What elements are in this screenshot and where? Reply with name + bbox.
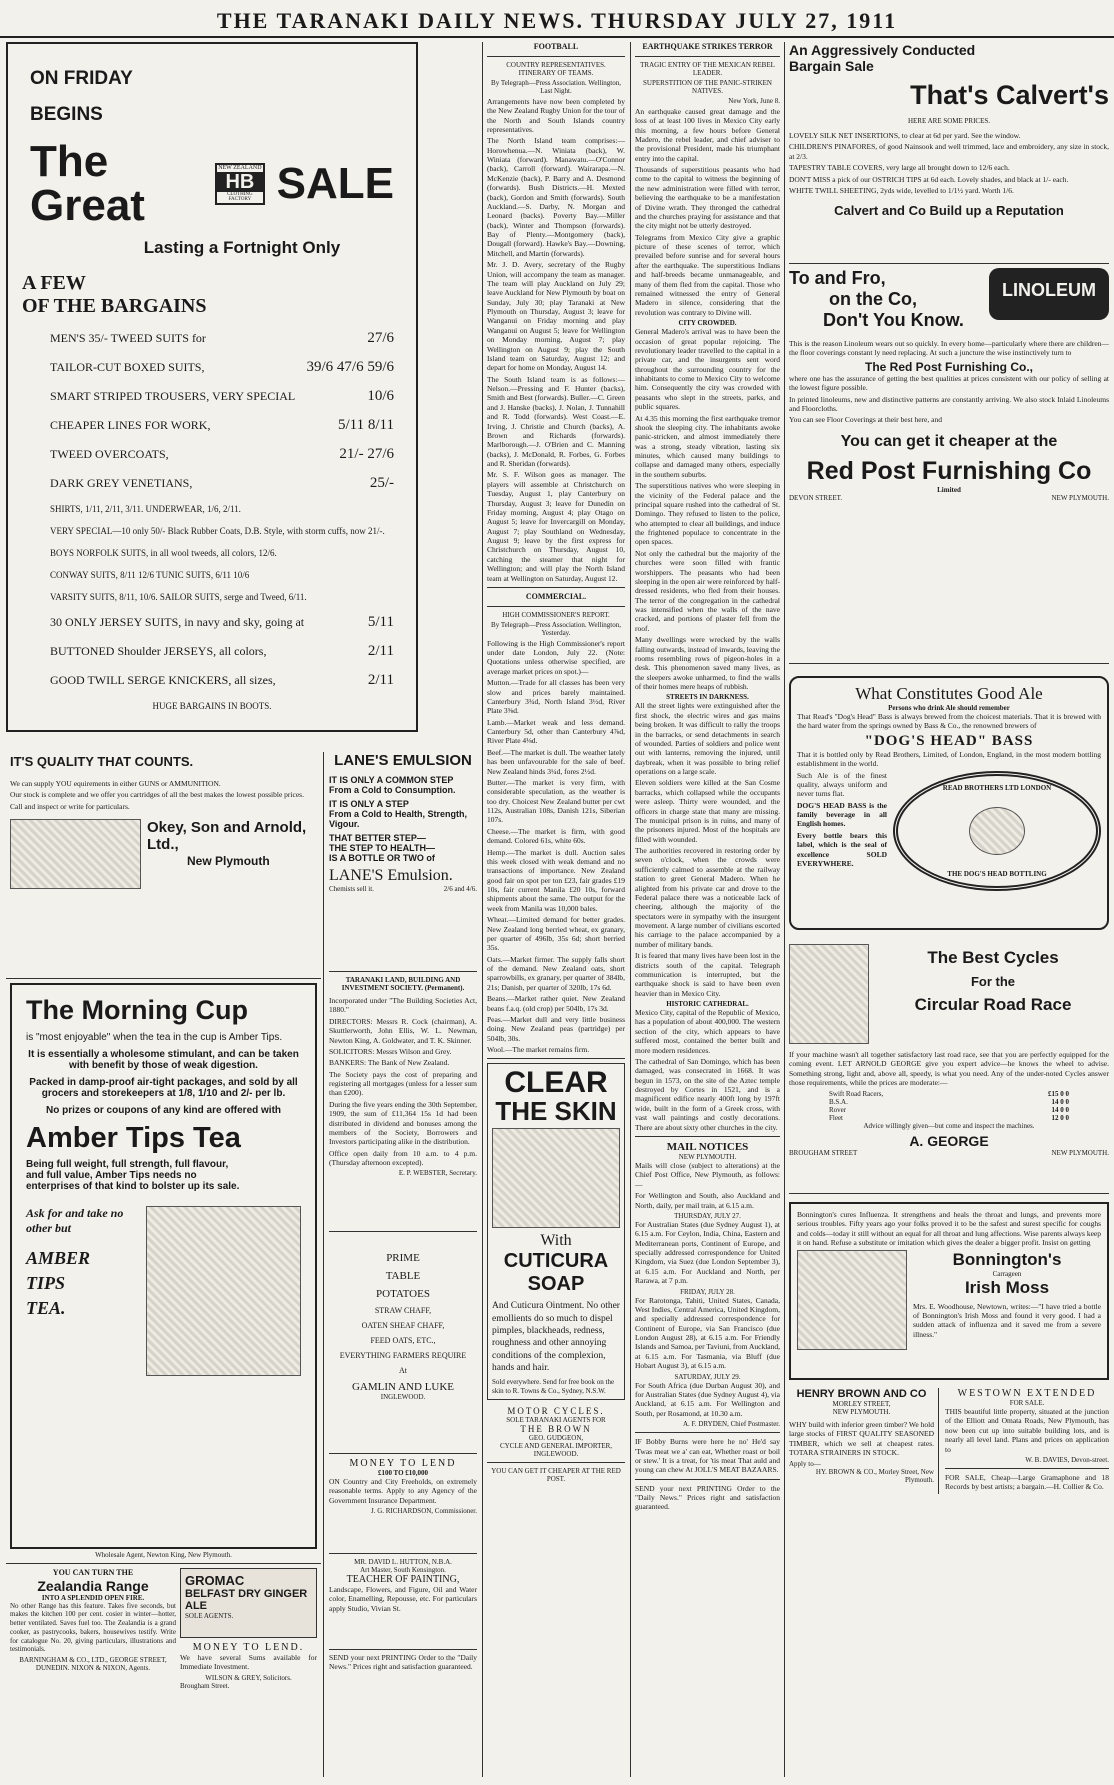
cycle-name: Rover (829, 1105, 847, 1114)
quake-paragraph: Not only the cathedral but the majority of the churches were soon filled with frantic worshippers. The peasants who had been sleeping in the open air were reinforced by half-dressed residents, who fled from their houses. The terror of the congregation in the cathedral was intensified when the walls of the nave cracked, and portions of plaster fell from the roof. (635, 548, 780, 633)
price-value: 21/- 27/6 (339, 446, 394, 462)
commercial-paragraph: Wheat.—Limited demand for better grades. New Zealand long berried wheat, ex granary, per quarter of 496lb, 35s 6d; short berried 35s. (487, 915, 625, 953)
gamlin-list (333, 1252, 473, 1375)
tea-big2: TIPS (26, 1273, 66, 1293)
mother-child-illustration (797, 1250, 907, 1350)
quake-paragraph: An earthquake caused great damage and the loss of at least 100 lives in Mexico City early this morning, a few hours before General Madero, the rebel leader, and chief adviser to the provisional President, made his triumphant entry into the capital. (635, 106, 780, 163)
football-paragraph: The South Island team is as follows:—Nelson.—Pressing and F. Hunter (backs), Smith and Best (forwards). Buller.—C. Green and J. Hanske (backs), J. Nolan, J. Tunnahill and R. Todd (forwards). West Coast.—E. Irving, J. Christie and Church (backs), A. Brown and Richards (forwards). Marlborough.—J. O'Brien and C. Manning (backs), J. McDonald, R. Forbes, G. Forbes and R. Sheridan (forwards). (487, 374, 625, 469)
cycle-price-list (789, 1090, 1109, 1122)
printing-notice-1: SEND your next PRINTING Order to the "Daily News." Prices right and satisfaction guaranteed. (329, 1653, 477, 1672)
tea-p2: It is essentially a wholesome stimulant, and can be taken with benefit by those of weak digestion. (28, 1049, 299, 1071)
linoleum-roll-illustration: LINOLEUM (989, 268, 1109, 320)
price-label: VARSITY SUITS, 8/11, 10/6. SAILOR SUITS, serge and Tweed, 6/11. (50, 592, 307, 602)
gamlin-item: At (399, 1366, 407, 1375)
commercial-paragraph: Mutton.—Trade for all classes has been very slow and prices barely maintained. Canterbury 3¾d, North Island 3½d, River Plate 3⅝d. (487, 678, 625, 716)
woman-illustration (146, 1206, 301, 1376)
price-label: MEN'S 35/- TWEED SUITS for (50, 331, 206, 345)
okey-firm: Okey, Son and Arnold, Ltd., (147, 819, 307, 854)
quake-body-4 (635, 1008, 780, 1132)
price-row (50, 330, 394, 347)
george-cycles-ad: The Best Cycles For the Circular Road Race If your machine wasn't all together satisfactory last road race, see that you are perfectly equipped for the coming event. LET ARNOLD GEORGE give you expert advice—he knows the wheel to advise. Something strong, light and, above all, speedy, is what you need. Any of the under-noted Cycles answer those requirements, while the prices are moderate:— Swift Road Racers, £15 0 0 B.S.A. 14 0 0 Rover 14 0 0 Fleet 12 0 0 Advice willingly given—but come and inspect the machines. A. GEORGE BROUGHAM STREET NEW PLYMOUTH. (789, 944, 1109, 1194)
tea-agent: Wholesale Agent, Newton King, New Plymouth. (95, 1551, 232, 1559)
henry-brown-ad: HENRY BROWN AND CO MORLEY STREET, NEW PLYMOUTH. WHY build with inferior green timber? We hold large stocks of FIRST QUALITY SEASONED TIMBER, which we sell at cheapest rates. TOTARA STRAINERS IN STOCK. Apply to— HY. BROWN & CO., Morley Street, New Plymouth. (789, 1388, 939, 1494)
price-value: 5/11 8/11 (338, 417, 394, 433)
calvert-items (789, 131, 1109, 195)
gamlin-luke-ad: PRIME TABLE POTATOES STRAW CHAFF, OATEN SHEAF CHAFF, FEED OATS, ETC., EVERYTHING FARMERS REQUIRE At GAMLIN AND LUKE INGLEWOOD. (329, 1232, 477, 1454)
quake-paragraph: Mexico City, capital of the Republic of Mexico, has a population of about 400,000. The western section of the city, which appears to have suffered most, contained the better built and more modern residences. (635, 1008, 780, 1055)
cycle-price-row (829, 1090, 1069, 1098)
commercial-paragraph: Beans.—Market rather quiet. New Zealand beans f.a.q. (old crop) per 504lb, 17s 3d. (487, 994, 625, 1013)
hb-logo: NEW ZEALAND HB CLOTHING FACTORY (215, 163, 265, 205)
dog-head-icon (969, 807, 1025, 855)
hb-line2: BEGINS (30, 104, 103, 125)
quake-paragraph: Many dwellings were wrecked by the walls falling outwards, instead of inwards, leaving the rooms resembling rows of pigeon-holes in a desk. This phenomenon saved many lives, as the sleepers awoke unharmed, to find the walls of their homes mere heaps of rubbish. (635, 635, 780, 691)
quake-body-1 (635, 107, 780, 317)
gamlin-item: STRAW CHAFF, (374, 1306, 432, 1315)
price-label: SMART STRIPED TROUSERS, VERY SPECIAL (50, 389, 296, 403)
range-h2: Zealandia Range (37, 1577, 149, 1594)
right-columns (789, 42, 1109, 1782)
tea-brand: Amber Tips Tea (26, 1122, 241, 1154)
price-row (50, 570, 394, 580)
hb-boots: HUGE BARGAINS IN BOOTS. (152, 701, 272, 711)
calvert-item: LOVELY SILK NET INSERTIONS, to clear at 6d per yard. See the window. (789, 131, 1021, 141)
calvert-item: WHITE TWILL SHEETING, 2yds wide, levelled to 1/1½ yard. Worth 1/6. (789, 185, 1014, 195)
price-row (50, 614, 394, 631)
tea-title: The Morning Cup (26, 995, 248, 1025)
quake-paragraph: General Madero's arrival was to have been the occasion of great popular rejoicing. The revolutionary leader travelled to the capital in a private car, and the insurgents sent word throughout the surrounding country for the inhabitants to come to Mexico City to welcome him. Consequently the city was crowded with peasants who slept in the streets, parks, and public squares. (635, 327, 780, 412)
commercial-paragraph: Wool.—The market remains firm. (487, 1045, 590, 1055)
joll-ad: IF Bobby Burns were here he no' He'd say 'Twas meat we a' can eat, Whether roast or boil or stew.' It is a treat, for 'tis meat That auld and young can chew At JOLL'S MEAT BAZAARS. (635, 1437, 780, 1475)
masthead: THE TARANAKI DAILY NEWS. THURSDAY JULY 27, 1911 (0, 0, 1114, 38)
price-label: TAILOR-CUT BOXED SUITS, (50, 360, 205, 374)
range-h3: INTO A SPLENDID OPEN FIRE. (41, 1593, 145, 1602)
price-row (50, 475, 394, 492)
cycle-price: 14 0 0 (1051, 1097, 1069, 1106)
gamlin-item: FEED OATS, ETC., (370, 1336, 436, 1345)
price-value: 25/- (369, 475, 394, 491)
mail-head: MAIL NOTICES (666, 1140, 749, 1153)
price-row (50, 446, 394, 463)
lanes-emulsion-ad: LANE'S EMULSION IT IS ONLY A COMMON STEP From a Cold to Consumption. IT IS ONLY A STEP From a Cold to Health, Strength, Vigour. THAT BETTER STEP— THE STEP TO HEALTH— IS A BOTTLE OR TWO of LANE'S Emulsion. Chemists sell it. 2/6 and 4/6. (329, 752, 477, 972)
column-two-lower (329, 752, 477, 1782)
commercial-paragraph: Following is the High Commissioner's report under date London, July 22. (Note: Quotations unless otherwise specified, are average market prices on spot.)— (487, 638, 625, 676)
printing-notice-2: SEND your next PRINTING Order to the "Daily News." Prices right and satisfaction guaranteed. (635, 1483, 780, 1512)
quake-body-3 (635, 701, 780, 998)
price-label: TWEED OVERCOATS, (50, 447, 169, 461)
tea-big1: AMBER (26, 1248, 91, 1268)
column-four: EARTHQUAKE STRIKES TERROR TRAGIC ENTRY OF THE MEXICAN REBEL LEADER. SUPERSTITION OF THE PANIC-STRIKEN NATIVES. New York, June 8. An earthquake caused great damage and the loss of at least 100 lives in Mexico City early this morning, a few hours before General Madero, the rebel leader, and chief adviser to the provisional President, made his triumphant entry into the capital. Thousands of superstitious peasants who had come to the capital to witness the beginning of the new administration were filled with terror, believing the earthquake to be a manifestation of Divine wrath. They thronged the cathedral and the churches praying for assistance and that the city might not be utterly destroyed. Telegrams from Mexico City give a graphic picture of these scenes of terror, which prevailed before sunrise and for several hours after the earthquake. The superstitious Indians and half-breeds became unmanageable, and many of them fled from the capital. Those who remained witnessed the entry of General Madero in silence, considering that the revolution was contrary to Divine will. CITY CROWDED. General Madero's arrival was to have been the occasion of great popular rejoicing. The revolutionary leader travelled to the capital in a private car, and the insurgents sent word throughout the surrounding country for the inhabitants to come to Mexico City to welcome him. Consequently the city was crowded with peasants who slept in the streets, parks, and public squares. At 4.35 this morning the first earthquake tremor shook the sleeping city. The inhabitants awoke panic-stricken, and almost immediately there was a strong, steady vibration, lasting six minutes, which caused many buildings to collapse and damaged many others, especially in the southern suburbs. The superstitious natives who were sleeping in the vicinity of the Federal palace and the principal square rushed into the cathedral of St. Domingo. They refused to listen to the police, who attempted to clear all buildings, and induce the frightened populace to concentrate in the open spaces. Not only the cathedral but the majority of the churches were soon filled with frantic worshippers. The peasants who had been sleeping in the open air were reinforced by half-dressed residents, who fled from their houses. The terror of the congregation in the cathedral was intensified when the walls of the nave cracked, and portions of plaster fell from the roof. Many dwellings were wrecked by the walls falling outwards, instead of inwards, leaving the rooms resembling rows of pigeon-holes in a desk. This phenomenon saved many lives, as the sleepers awoke unharmed, to find the walls of their homes mere heaps of rubbish. STREETS IN DARKNESS. All the street lights were extinguished after the first shock, the electric wires and gas mains being broken. It was difficult to rally the troops in the barracks, or send detachments in search of wounded. Parties of soldiers and police went out with lanterns, removing the injured, until daybreak, when it was possible to bring relief operations on a large scale. Eleven soldiers were killed at the San Cosme barracks, which collapsed while the occupants were asleep. Thirty were wounded, and the officers in charge state that many are missing. The municipal prison is in ruins, and many of the prisoners injured. Most of the hospitals are filled with wounded. The authorities recovered in restoring order by seven o'clock, when the crowds were sufficiently calmed to assemble at the railway station to greet General Madero. When he alighted from his private car and drove to the Federal palace there was a noticeable lack of cheering, although the majority of the spectators were in sympathy with the insurgent movement. A large number of civilians escorted his carriage to the palace accompanied by a number of military bands. It is feared that many lives have been lost in the districts south of the capital. Telegraph communication is interrupted, but the earthquake shock is said to have been even heavier than in Mexico City. HISTORIC CATHEDRAL. Mexico City, capital of the Republic of Mexico, has a population of about 400,000. The western section of the city, which appears to have suffered most, contained the better built and more modern residences. The cathedral of San Domingo, which has been damaged, was consecrated in 1668. It was begun in 1573, on the site of the Aztec temple destroyed by Cortes in 1521, and is a magnificent edifice nearly 400ft long by 197ft wide, built in the form of a Greek cross, with vast wall paintings and costly decorations. There are about sixty other churches in the city. MAIL NOTICES NEW PLYMOUTH. Mails will close (subject to alterations) at the Chief Post Office, New Plymouth, as follows:— For Wellington and South, also Auckland and North, daily, per mail train, at 6.15 a.m. THURSDAY, JULY 27. For Australian States (due Sydney August 1), at 6.15 a.m. For Ceylon, India, China, Eastern and Mediterranean ports, Continent of Europe, and specially addressed correspondence for United Kingdom, via Suez (due London September 3), at 6.15 a.m. For Auckland and North, per Rarawa, at 7 p.m. FRIDAY, JULY 28. For Rarotonga, Tahiti, United States, Canada, West Indies, Central America, United Kingdom, and specially addressed correspondence for Continent of Europe, via San Francisco (due London August 28), at 6.15 a.m. For Friendly Islands and Samoa, per Taviuni, from Auckland, at 6.15 a.m. For Tasmania, via Bluff (due Hobart August 3), at 6.15 a.m. SATURDAY, JULY 29. For South Africa (due Durban August 30), and for Australian States (due Sydney August 4), via Auckland, at 6.15 a.m. For Wellington and South, per Rosamond, at 10.30 a.m. A. F. DRYDEN, Chief Postmaster. IF Bobby Burns were here he no' He'd say 'Twas meat we a' can eat, Whether roast or boil or stew.' It is a treat, for 'tis meat That auld and young can chew At JOLL'S MEAT BAZAARS. SEND your next PRINTING Order to the "Daily News." Prices right and satisfaction guaranteed. (635, 42, 780, 1512)
price-value: 2/11 (367, 672, 394, 688)
commercial-body (487, 639, 625, 1055)
price-label: SHIRTS, 1/11, 2/11, 3/11. UNDERWEAR, 1/6, 2/11. (50, 504, 241, 514)
hb-line1: ON FRIDAY (30, 68, 133, 89)
amber-tips-ad (10, 983, 317, 1549)
okey-head: IT'S QUALITY THAT COUNTS. (10, 754, 194, 769)
dogs-head-bass-ad: What Constitutes Good Ale Persons who drink Ale should remember That Read's "Dog's Head" Bass is always brewed from the choicest materials. That it is brewed with the hard water from the springs owned by Bass & Co., the renowned brewers of "DOG'S HEAD" BASS That it is bottled only by Read Brothers, Limited, of London, England, in the most modern bottling establishment in the world. Such Ale is of the finest quality, always uniform and never turns flat. DOG'S HEAD BASS is the family beverage in all English homes. Every bottle bears this label, which is the seal of excellence SOLD EVERYWHERE. READ BROTHERS LTD LONDON THE DOG'S HEAD BOTTLING (789, 676, 1109, 930)
quake-paragraph: Telegrams from Mexico City give a graphic picture of these scenes of terror, which prevailed before sunrise and for several hours after the earthquake. The superstitious Indians and half-breeds became unmanageable, and many of them fled from the capital. Those who remained witnessed the entry of General Madero in silence, considering that the revolution was contrary to Divine will. (635, 232, 780, 317)
commercial-paragraph: Hemp.—The market is dull. Auction sales this week closed with weak demand and no transactions of importance. New Zealand good fair on spot per ton £23, fair grades £19 10s, fair current Manila £20 10s, forward shipments about the same. The output for the week from Manila was 10,000 bales. (487, 847, 625, 913)
range-body: No other Range has this feature. Takes five seconds, but makes the kitchen 100 per cent. cosier in winter—hotter, better ventilated. Saves fuel too. The Zealandia is a grand cooker, as pastrycooks, bakers, housewives testify. Write for catalogue No. 20, giving particulars, illustrations and testimonials. (10, 1601, 176, 1654)
price-value: 2/11 (367, 643, 394, 659)
commercial-head: COMMERCIAL. (525, 591, 587, 601)
tea-big3: TEA. (26, 1298, 66, 1318)
cycle-price-row (829, 1098, 1069, 1106)
left-column (6, 752, 321, 1782)
cyclist-illustration (789, 944, 869, 1044)
commercial-paragraph: Lamb.—Market weak and less demand. Canterbury 5d, other than Canterbury 4⅞d, River Plate 4⅛d. (487, 717, 625, 746)
quake-paragraph: Thousands of superstitious peasants who had come to the capital to witness the beginning of the new administration were filled with terror, believing the earthquake to be a manifestation of Divine wrath. They thronged the cathedral and the churches praying for assistance and that the city might not be utterly destroyed. (635, 165, 780, 231)
cycle-price-row (829, 1114, 1069, 1122)
price-value: 39/6 47/6 59/6 (306, 359, 394, 375)
tea-p1: is "most enjoyable" when the tea in the cup is Amber Tips. (26, 1032, 283, 1043)
cycle-price-row (829, 1106, 1069, 1114)
calvert-item: TAPESTRY TABLE COVERS, very large all brought down to 12/6 each. (789, 163, 1010, 173)
range-ad (10, 1568, 176, 1690)
dogs-head-seal: READ BROTHERS LTD LONDON THE DOG'S HEAD BOTTLING (893, 771, 1101, 891)
range-foot: BARNINGHAM & CO., LTD., GEORGE STREET, DUNEDIN. NIXON & NIXON, Agents. (19, 1656, 167, 1673)
gamlin-item: TABLE (385, 1270, 421, 1282)
tea-p5: Being full weight, full strength, full flavour, and full value, Amber Tips needs no enterprises of that kind to bolster up its sale. (26, 1159, 240, 1192)
price-label: VERY SPECIAL—10 only 50/- Black Rubber Coats, D.B. Style, with storm cuffs, now 21/-. (50, 526, 385, 536)
quake-head: EARTHQUAKE STRIKES TERROR (642, 42, 773, 51)
football-paragraph: Mr. J. D. Avery, secretary of the Rugby Union, will accompany the team as manager. The team will play Auckland on July 29; leave Auckland for New Plymouth by boat on Sunday, July 30; play Taranaki at New Plymouth on Thursday, August 3; leave for Wanganui on Friday morning and play Wanganui on August 5; leave for Wellington on Monday morning, August 7; play Wellington on August 9; play the South Island team on Saturday, August 12; and depart for home on Monday, August 14. (487, 260, 625, 373)
cuticura-ad: CLEAR THE SKIN With CUTICURA SOAP And Cuticura Ointment. No other emollients do so much to dispel pimples, blackheads, redness, roughness and other annoying conditions of the complexion, hands and hair. Sold everywhere. Send for free book on the skin to R. Towns & Co., Sydney, N.S.W. (487, 1063, 625, 1399)
price-label: CONWAY SUITS, 8/11 12/6 TUNIC SUITS, 6/11 10/6 (50, 570, 250, 580)
gamlin-item: OATEN SHEAF CHAFF, (361, 1321, 445, 1330)
gamlin-item: EVERYTHING FARMERS REQUIRE (339, 1351, 467, 1360)
price-row (50, 643, 394, 660)
cycle-price: £15 0 0 (1048, 1089, 1069, 1098)
quake-paragraph: The cathedral of San Domingo, which has been damaged, was consecrated in 1668. It was begun in 1573, on the site of the Aztec temple destroyed by Cortes in 1521, and is a magnificent edifice nearly 400ft long by 197ft wide, built in the form of a Greek cross, with vast wall paintings and costly decorations. There are about sixty other churches in the city. (635, 1056, 780, 1132)
motor-cycles-ad: MOTOR CYCLES. SOLE TARANAKI AGENTS FOR THE BROWN GEO. GUDGEON, CYCLE AND GENERAL IMPORTER, INGLEWOOD. (487, 1406, 625, 1463)
calvert-item: DON'T MISS a pick of our OSTRICH TIPS at 6d each. Lovely shades, and black at 1/- each. (789, 174, 1069, 184)
price-row (50, 672, 394, 689)
money-lend-ad: MONEY TO LEND £100 TO £10,000 ON Country and City Freeholds, on extremely reasonable terms. Apply to any Agency of the Government Insurance Department. J. G. RICHARDSON, Commissioner. (329, 1454, 477, 1554)
hb-few: A FEW (22, 272, 86, 294)
hb-title-a: The Great (30, 137, 145, 230)
hb-sale-ad (6, 42, 418, 732)
gromac-ad: GROMAC BELFAST DRY GINGER ALE SOLE AGENTS. (180, 1568, 317, 1638)
price-label: BOYS NORFOLK SUITS, in all wool tweeds, all colors, 12/6. (50, 548, 277, 558)
quake-paragraph: All the street lights were extinguished after the first shock, the electric wires and gas mains being broken. It was difficult to rally the troops in the barracks, or send detachments in search of wounded. Parties of soldiers and police went out with lanterns, removing the injured, until daybreak, when it was possible to bring relief operations on a large scale. (635, 701, 780, 777)
quake-paragraph: Eleven soldiers were killed at the San Cosme barracks, which collapsed while the occupants were asleep. Thirty were wounded, and the officers in charge state that many are missing. The municipal prison is in ruins, and many of the prisoners injured. Most of the hospitals are filled with wounded. (635, 778, 780, 844)
okey-town: New Plymouth (187, 853, 270, 868)
football-paragraph: Mr. S. F. Wilson goes as manager. The players will assemble at Christchurch on Tuesday, August 1, play Canterbury on Thursday, August 3; leave for Dunedin on Friday morning, August 4; play Otago on August 5; leave for Invercargill on Monday, August 7; play Southland on Wednesday, August 9; leave by the first express for Christchurch on Thursday, August 10, catching the steamer that night for Wellington; and will play the North Island team at Wellington on Saturday, August 12. (487, 470, 625, 583)
hb-sub: Lasting a Fortnight Only (143, 238, 341, 257)
column-three: FOOTBALL COUNTRY REPRESENTATIVES. ITINERARY OF TEAMS. By Telegraph—Press Association. Wellington, Last Night. Arrangements have now been completed by the New Zealand Rugby Union for the tour of the North and South Islands country representatives. The North Island team comprises:—Horowhenua.—N. Winiata (back), W. Winiata (forward). Manawatu.—O'Connor (back), Carroll (forward). Wairarapa.—N. McKenzie (back), P. Barry and A. Desmond (forwards). Bush Districts.—H. Mexted (back), Gordon and Smith (forwards). South Auckland.—S. Darby, N. Morgan and Leonard (backs). Poverty Bay.—Miller (back), Winter and Thompson (forwards). Bay of Plenty.—Montgomery (back), Dougall (forward). Hawke's Bay.—Downing, Mitchell, and Martin (forwards). Mr. J. D. Avery, secretary of the Rugby Union, will accompany the team as manager. The team will play Auckland on July 29; leave Auckland for New Plymouth by boat on Sunday, July 30; play Taranaki at New Plymouth on Thursday, August 3; leave for Wanganui on Friday morning and play Wanganui on August 5; leave for Wellington on Monday morning, August 7; play Wellington on August 9; play the South Island team on Saturday, August 12; and depart for home on Monday, August 14. The South Island team is as follows:—Nelson.—Pressing and F. Hunter (backs), Smith and Best (forwards). Buller.—C. Green and J. Hanske (backs), J. Nolan, J. Tunnahill and R. Todd (forwards). West Coast.—E. Irving, J. Christie and Church (backs), A. Brown and Richards (forwards). Marlborough.—J. O'Brien and C. Manning (backs), J. McDonald, R. Forbes, G. Forbes and R. Sheridan (forwards). Mr. S. F. Wilson goes as manager. The players will assemble at Christchurch on Tuesday, August 1, play Canterbury on Thursday, August 3; leave for Dunedin on Friday morning, August 4; play Otago on August 5; leave for Invercargill on Monday, August 7; play Southland on Wednesday, August 9; leave by the first express for Christchurch on Thursday, August 10, catching the steamer that night for Wellington; and will play the North Island team at Wellington on Saturday, August 12. COMMERCIAL. HIGH COMMISSIONER'S REPORT. By Telegraph—Press Association. Wellington, Yesterday. Following is the High Commissioner's report under date London, July 22. (Note: Quotations unless otherwise specified, are average market prices on spot.)— Mutton.—Trade for all classes has been very slow and prices barely maintained. Canterbury 3¾d, North Island 3½d, River Plate 3⅝d. Lamb.—Market weak and less demand. Canterbury 5d, other than Canterbury 4⅞d, River Plate 4⅛d. Beef.—The market is dull. The weather lately has been unfavourable for the sale of beef. New Zealand hinds 3¼d, fores 2½d. Butter.—The market is very firm, with considerable speculation, as the weather is too dry. Choicest New Zealand butter per cwt 112s, Australian 108s, Danish 121s, Siberian 107s. Cheese.—The market is firm, with good demand. Colored 61s, white 60s. Hemp.—The market is dull. Auction sales this week closed with weak demand and no transactions of importance. New Zealand good fair on spot per ton £23, fair grades £19 10s, fair current Manila £20 10s, forward shipments about the same. The output for the week from Manila was 10,000 bales. Wheat.—Limited demand for better grades. New Zealand long berried wheat, ex granary, per quarter of 496lb, 35s 6d; short berried 35s. Oats.—Market firmer. The supply falls short of the demand. New Zealand oats, short sparrowbills, ex granary, per quarter of 384lb, 21s; Danish, per quarter of 320lb, 17s 6d. Beans.—Market rather quiet. New Zealand beans f.a.q. (old crop) per 504lb, 17s 3d. Peas.—Market dull and very little business doing. New Zealand peas (partridge) per 504lb, 30s. Wool.—The market remains firm. CLEAR THE SKIN With CUTICURA SOAP And Cuticura Ointment. No other emollients do so much to dispel pimples, blackheads, redness, roughness and other annoying conditions of the complexion, hands and hair. Sold everywhere. Send for free book on the skin to R. Towns & Co., Sydney, N.S.W. MOTOR CYCLES. SOLE TARANAKI AGENTS FOR THE BROWN GEO. GUDGEON, CYCLE AND GENERAL IMPORTER, INGLEWOOD. YOU CAN GET IT CHEAPER AT THE RED POST. (487, 42, 625, 1483)
cycle-price: 12 0 0 (1051, 1113, 1069, 1122)
cycle-name: Fleet (829, 1113, 843, 1122)
cycle-price: 14 0 0 (1051, 1105, 1069, 1114)
cycle-name: B.S.A. (829, 1097, 848, 1106)
gamlin-item: PRIME (386, 1252, 420, 1264)
okey-p2: Our stock is complete and we offer you cartridges of all the best makes the lowest possible prices. (10, 790, 304, 800)
price-row (50, 526, 394, 536)
land-society-notice: TARANAKI LAND, BUILDING AND INVESTMENT SOCIETY. (Permanent). Incorporated under "The Building Societies Act, 1880." DIRECTORS: Messrs R. Cock (chairman), A. Skuttlerworth, John Ellis, W. L. Newman, Newton King, A. Goldwater, and T. K. Skinner. SOLICITORS: Messrs Wilson and Grey. BANKERS: The Bank of New Zealand. The Society pays the cost of preparing and registering all mortgages (unless for a lesser sum than £200). During the five years ending the 30th September, 1909, the sum of £11,364 15s 1d had been distributed in dividend and bonuses among the members of the Society, Borrowers and Investors participating alike in the distribution. Office open daily from 10 a.m. to 4 p.m. (Thursday afternoon excepted). E. P. WEBSTER, Secretary. (329, 972, 477, 1232)
gamlin-item: POTATOES (376, 1288, 430, 1300)
calvert-ad: An Aggressively Conducted Bargain Sale That's Calvert's HERE ARE SOME PRICES. LOVELY SILK NET INSERTIONS, to clear at 6d per yard. See the window. CHILDREN'S PINAFORES, of good Nainsook and well trimmed, lace and embroidery, any size in stock, at 2/3. TAPESTRY TABLE COVERS, very large all brought down to 12/6 each. DON'T MISS a pick of our OSTRICH TIPS at 6d each. Lovely shades, and black at 1/- each. WHITE TWILL SHEETING, 2yds wide, levelled to 1/1½ yard. Worth 1/6. Calvert and Co Build up a Reputation (789, 42, 1109, 264)
quake-body-2 (635, 327, 780, 691)
tea-p4: No prizes or coupons of any kind are offered with (45, 1105, 282, 1116)
range-h1: YOU CAN TURN THE (52, 1568, 134, 1578)
price-label: CHEAPER LINES FOR WORK, (50, 418, 211, 432)
hb-title-b: SALE (276, 159, 394, 208)
hb-price-list (30, 330, 394, 689)
price-label: GOOD TWILL SERGE KNICKERS, all sizes, (50, 673, 276, 687)
quake-paragraph: The authorities recovered in restoring order by seven o'clock, when the crowds were sufficiently calmed to assemble at the railway station to greet General Madero. When he alighted from his private car and drove to the Federal palace there was a noticeable lack of cheering, although the majority of the spectators were in sympathy with the insurgent movement. A large number of civilians escorted his carriage to the palace accompanied by a number of military bands. (635, 846, 780, 949)
football-body (487, 97, 625, 583)
price-label: 30 ONLY JERSEY SUITS, in navy and sky, going at (50, 615, 305, 629)
hb-bargains: OF THE BARGAINS (22, 295, 207, 317)
cartridge-bag-illustration (10, 819, 141, 889)
irish-moss-ad: Bonnington's cures Influenza. It strengthens and heals the throat and lungs, and prevents more serious troubles. Fifty years ago your folks proved it to be the safest and surest specific for coughs and colds—today it still without an equal for all throat and lung affections. Wise parents always keep it on hand. Refuse a substitute or imitation which gives the dealer a bigger profit. Insist on getting Bonnington's Carrageen Irish Moss Mrs. E. Woodhouse, Newtown, writes:—"I have tried a bottle of Bonnington's Irish Moss and found it very good. I had a sudden attack of influenza and it saved me from a severe illness." (789, 1202, 1109, 1380)
price-label: DARK GREY VENETIANS, (50, 476, 193, 490)
red-post-notice: YOU CAN GET IT CHEAPER AT THE RED POST. (491, 1466, 621, 1483)
commercial-paragraph: Peas.—Market dull and very little business doing. New Zealand peas (partridge) per 504lb, 30s. (487, 1014, 625, 1043)
red-post-ad: To and Fro, on the Co, Don't You Know. LINOLEUM This is the reason Linoleum wears out so quickly. In every home—particularly where there are children—the floor coverings constant ly need replacing. At such a juncture the wise instinctively turn to The Red Post Furnishing Co., where one has the assurance of getting the best qualities at prices consistent with our policy of selling at the lowest figure possible. In printed linoleums, new and distinctive patterns are constantly arriving. We also stock Inlaid Linoleums and Floorcloths. You can see Floor Coverings at their best here, and You can get it cheaper at the Red Post Furnishing Co Limited DEVON STREET. NEW PLYMOUTH. (789, 264, 1109, 664)
okey-ad (6, 752, 321, 974)
price-row (50, 417, 394, 434)
tea-p3: Packed in damp-proof air-tight packages, and sold by all grocers and storekeepers at 1/8, 1/10 and 2/- per lb. (29, 1077, 298, 1099)
commercial-paragraph: Cheese.—The market is firm, with good demand. Colored 61s, white 60s. (487, 826, 625, 846)
quake-paragraph: At 4.35 this morning the first earthquake tremor shook the sleeping city. The inhabitants awoke panic-stricken, and almost immediately there was a strong, steady vibration, lasting six minutes, which caused many buildings to collapse and damaged many others, especially in the southern suburbs. (635, 413, 780, 479)
price-row (50, 359, 394, 376)
commercial-paragraph: Butter.—The market is very firm, with considerable speculation, as the weather is too dry. Choicest New Zealand butter per cwt 112s, Australian 108s, Danish 121s, Siberian 107s. (487, 777, 625, 825)
price-row (50, 388, 394, 405)
football-paragraph: The North Island team comprises:—Horowhenua.—N. Winiata (back), W. Winiata (forward). Manawatu.—O'Connor (back), Carroll (forward). Wairarapa.—N. McKenzie (back), P. Barry and A. Desmond (forwards). Bush Districts.—H. Mexted (back), Gordon and Smith (forwards). South Auckland.—S. Darby, N. Morgan and Leonard (backs). Poverty Bay.—Miller (back), Winter and Thompson (forwards). Bay of Plenty.—Montgomery (back), Dougall (forward). Hawke's Bay.—Downing, Mitchell, and Martin (forwards). (487, 136, 625, 258)
bathing-woman-illustration (492, 1128, 620, 1228)
tea-ask: Ask for and take no other but (26, 1206, 124, 1235)
price-value: 27/6 (367, 330, 394, 346)
price-row (50, 504, 394, 514)
money-ad: MONEY TO LEND. We have several Sums available for Immediate Investment. WILSON & GREY, Solicitors. Brougham Street. (180, 1642, 317, 1690)
price-row (50, 548, 394, 558)
commercial-paragraph: Oats.—Market firmer. The supply falls short of the demand. New Zealand oats, short sparrowbills, ex granary, per quarter of 384lb, 21s; Danish, per quarter of 320lb, 17s 6d. (487, 954, 625, 992)
price-value: 10/6 (367, 388, 394, 404)
football-paragraph: Arrangements have now been completed by the New Zealand Rugby Union for the tour of the North and South Islands country representatives. (487, 96, 625, 134)
price-value: 5/11 (367, 614, 394, 630)
hutton-ad: MR. DAVID L. HUTTON, N.B.A. Art Master, South Kensington. TEACHER OF PAINTING, Landscape, Flowers, and Figure, Oil and Water color, Enamelling, Repousse, etc. For particulars apply Studio, Vivian St. (329, 1554, 477, 1650)
commercial-paragraph: Beef.—The market is dull. The weather lately has been unfavourable for the sale of beef. New Zealand hinds 3¼d, fores 2½d. (487, 747, 625, 776)
quake-paragraph: It is feared that many lives have been lost in the districts south of the capital. Telegraph communication is interrupted, but the earthquake shock is said to have been even heavier than in Mexico City. (635, 951, 780, 998)
price-row (50, 592, 394, 602)
price-label: BUTTONED Shoulder JERSEYS, all colors, (50, 644, 267, 658)
okey-p1: We can supply YOU equirements in either GUNS or AMMUNITION. (10, 779, 221, 788)
cycle-name: Swift Road Racers, (829, 1089, 884, 1098)
calvert-item: CHILDREN'S PINAFORES, of good Nainsook and well trimmed, lace and embroidery, any size in stock, at 2/3. (789, 142, 1109, 161)
quake-paragraph: The superstitious natives who were sleeping in the vicinity of the Federal palace and the principal square rushed into the cathedral of St. Domingo. They refused to listen to the police, who attempted to clear all buildings, and induce the frightened populace to concentrate in the open spaces. (635, 481, 780, 547)
okey-p3: Call and inspect or write for particulars. (10, 801, 130, 811)
westown-ad: WESTOWN EXTENDED FOR SALE. THIS beautiful little property, situated at the junction of the Elliott and Omata Roads, New Plymouth, has now been cut up into suitable building lots, and is nearly all level land. Plans and prices on application to W. B. DAVIES, Devon-street. FOR SALE, Cheap—Large Gramaphone and 18 Records by best artists; a bargain.—H. Collier & Co. (945, 1388, 1109, 1492)
football-head: FOOTBALL (533, 42, 579, 51)
